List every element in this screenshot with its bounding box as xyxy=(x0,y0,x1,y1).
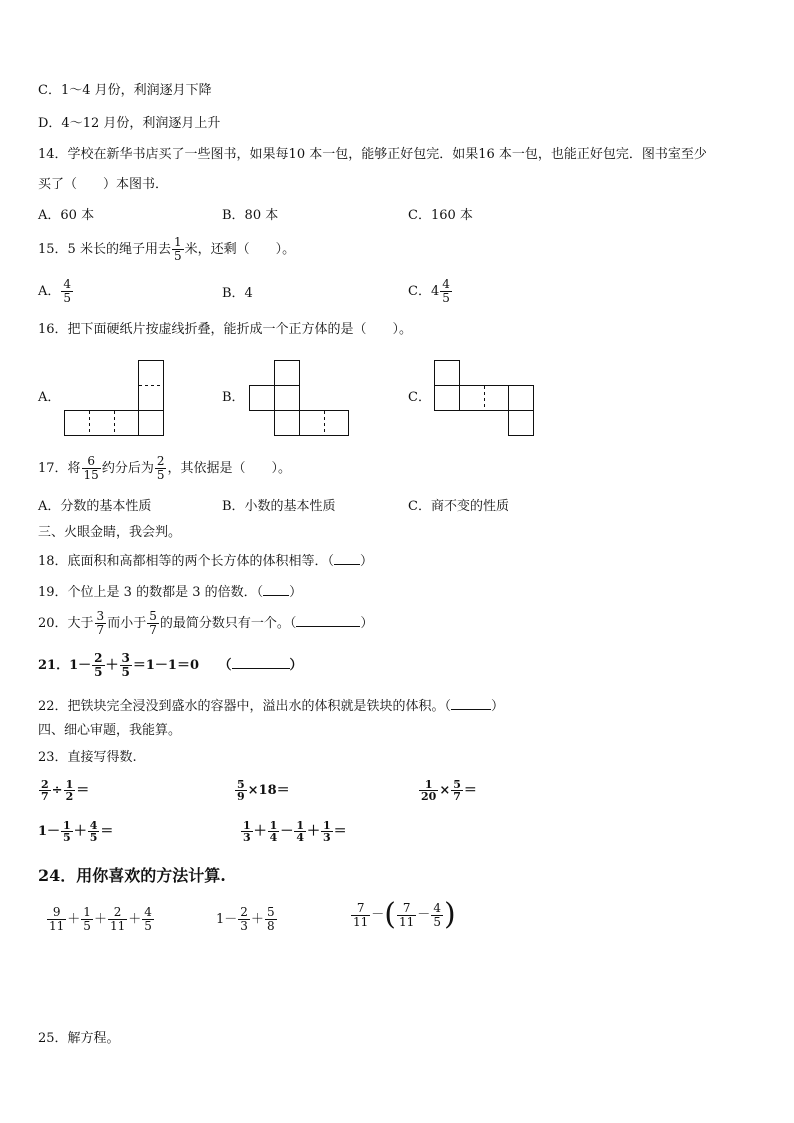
q19-text: 19．个位上是 3 的数都是 3 的倍数．（ ） xyxy=(38,585,303,600)
q15-prefix: 15．5 米长的绳子用去 xyxy=(38,242,171,257)
section-3-title: 三、火眼金睛，我会判。 xyxy=(38,525,182,540)
answer-blank[interactable] xyxy=(263,583,289,596)
q16-option-c: C． xyxy=(408,390,431,405)
answer-blank[interactable] xyxy=(334,552,360,565)
cube-net-c xyxy=(434,360,536,438)
q16-option-b: B． xyxy=(222,390,245,405)
q15-fraction: $\frac{1}{5}$ xyxy=(173,235,182,263)
cube-net-b xyxy=(249,360,351,438)
q24-expr-3: $\frac{7}{11}$ －( $\frac{7}{11}$ － $\frac{4}{5}$ ) xyxy=(353,897,456,932)
answer-blank[interactable] xyxy=(232,656,290,669)
q13-option-d: D．4～12 月份，利润逐月上升 xyxy=(38,116,221,131)
q20-text: 20．大于 $\frac{3}{7}$ 而小于 $\frac{5}{7}$ 的最简分数只有一个。（ ） xyxy=(38,609,374,637)
cube-net-a xyxy=(64,360,166,438)
q14-text-line2: 买了（ ）本图书． xyxy=(38,177,169,192)
q23-expr-3: $\frac{1}{20}$ × $\frac{5}{7}$ ＝ xyxy=(421,778,477,803)
q17-option-b: B．小数的基本性质 xyxy=(222,499,336,514)
q15-suffix: 米，还剩（ ）。 xyxy=(184,242,296,257)
q14-option-b: B．80 本 xyxy=(222,208,279,223)
q25-title: 25．解方程。 xyxy=(38,1031,120,1046)
q23-expr-4: 1－ $\frac{1}{5}$ ＋ $\frac{4}{5}$ ＝ xyxy=(38,819,114,844)
q17-text: 17．将 $\frac{6}{15}$ 约分后为 $\frac{2}{5}$ ，其依据是（ ）。 xyxy=(38,454,291,482)
q24-title: 24．用你喜欢的方法计算. xyxy=(38,866,226,885)
q15-text xyxy=(38,236,295,263)
q17-option-c: C．商不变的性质 xyxy=(408,499,509,514)
q17-fraction-1: $\frac{6}{15}$ xyxy=(83,454,99,482)
q16-option-a: A． xyxy=(38,390,61,405)
q15-option-c: C．4 $\frac{4}{5}$ xyxy=(408,277,450,305)
q22-text: 22．把铁块完全浸没到盛水的容器中，溢出水的体积就是铁块的体积。（ ） xyxy=(38,699,505,714)
q23-expr-5: $\frac{1}{3}$ ＋ $\frac{1}{4}$ － $\frac{1}{4}$ ＋ $\frac{1}{3}$ ＝ xyxy=(243,819,347,844)
answer-blank[interactable] xyxy=(296,614,360,627)
q14-text-line1: 14．学校在新华书店买了一些图书，如果每10 本一包，能够正好包完．如果16 本一包，也能正好包完．图书室至少 xyxy=(38,147,707,162)
q15-option-a: A． $\frac{4}{5}$ xyxy=(38,277,72,305)
q13-option-c: C．1～4 月份，利润逐月下降 xyxy=(38,83,212,98)
q24-expr-1: $\frac{9}{11}$ ＋ $\frac{1}{5}$ ＋ $\frac{2}{11}$ ＋ $\frac{4}{5}$ xyxy=(49,905,152,933)
q23-title: 23．直接写得数. xyxy=(38,750,137,765)
q17-fraction-2: $\frac{2}{5}$ xyxy=(156,454,165,482)
q21-text: 21．1－ $\frac{2}{5}$ ＋ $\frac{3}{5}$ ＝1－1＝0 （ ） xyxy=(38,651,303,679)
q14-option-a: A．60 本 xyxy=(38,208,95,223)
answer-blank[interactable] xyxy=(451,697,491,710)
section-4-title: 四、细心审题，我能算。 xyxy=(38,723,182,738)
q18-text: 18．底面积和高都相等的两个长方体的体积相等．（ ） xyxy=(38,554,374,569)
q17-option-a: A．分数的基本性质 xyxy=(38,499,152,514)
q15-option-b: B．4 xyxy=(222,286,253,301)
q23-expr-2: $\frac{5}{9}$ ×18＝ xyxy=(237,778,290,803)
q16-text: 16．把下面硬纸片按虚线折叠，能折成一个正方体的是（ ）。 xyxy=(38,322,413,337)
q14-option-c: C．160 本 xyxy=(408,208,473,223)
q23-expr-1: $\frac{2}{7}$ ÷ $\frac{1}{2}$ ＝ xyxy=(41,778,90,803)
q24-expr-2: 1－ $\frac{2}{3}$ ＋ $\frac{5}{8}$ xyxy=(216,905,275,933)
